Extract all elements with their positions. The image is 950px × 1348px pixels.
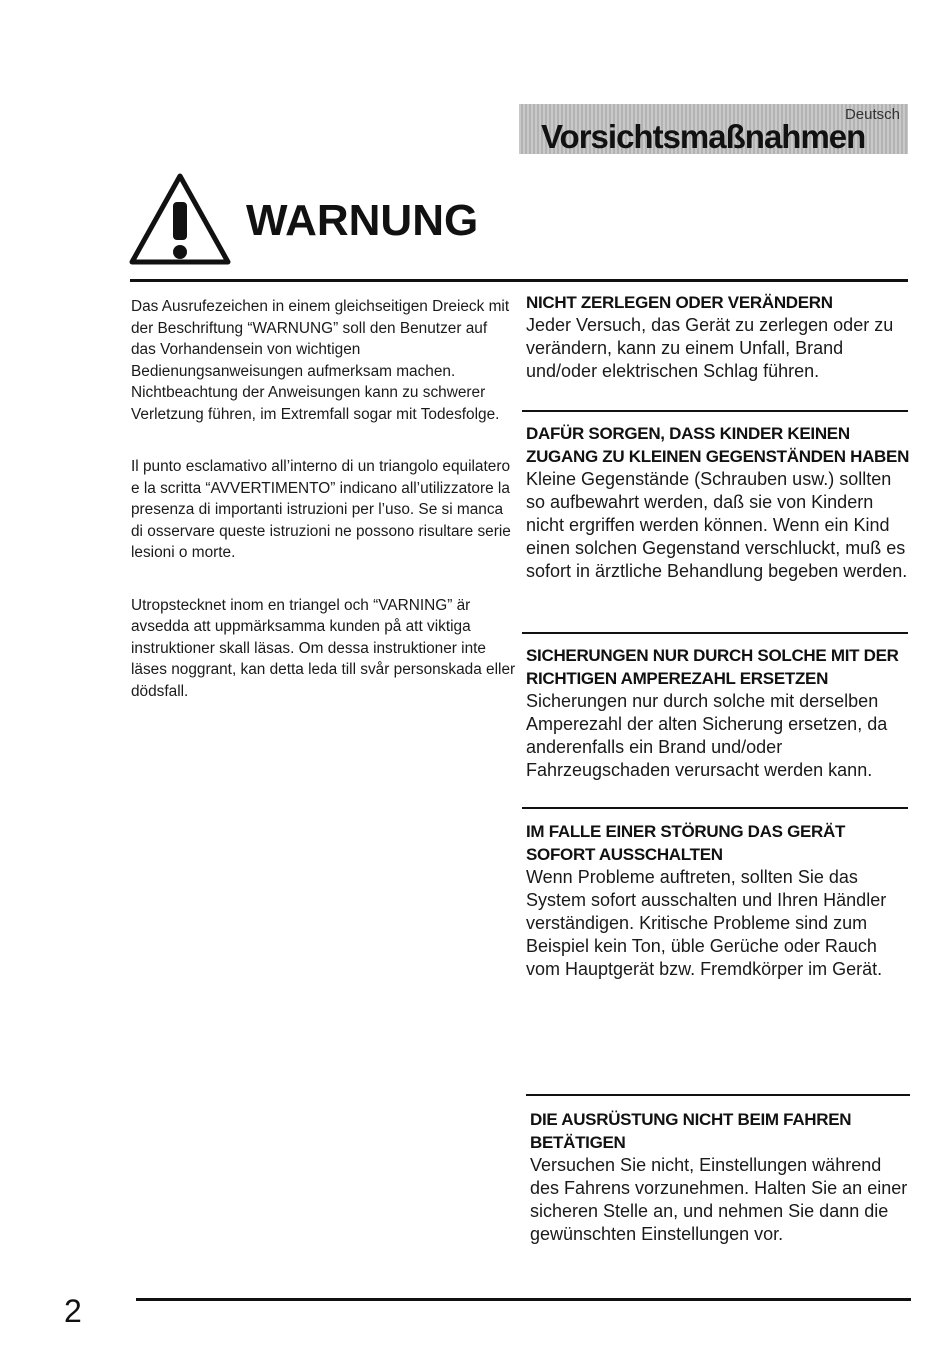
warning-triangle-icon xyxy=(128,172,232,266)
page-number: 2 xyxy=(64,1293,82,1329)
section-heading: SICHERUNGEN NUR DURCH SOLCHE MIT DER RICHTIGEN AMPEREZAHL ERSETZEN xyxy=(526,646,899,688)
page-title: Vorsichtsmaßnahmen xyxy=(541,118,866,155)
top-divider xyxy=(130,279,908,282)
warning-explanation-de: Das Ausrufezeichen in einem gleichseitigen Dreieck mit der Beschriftung “WARNUNG” soll den Benutzer auf das Vorhandensein von wichtigen Bedienungsanweisungen aufmerksam machen. Nichtbeachtung der Anweisungen kann zu schwerer Verletzung führen, im Extremfall sogar mit Todesfolge. xyxy=(131,298,510,423)
section-heading: IM FALLE EINER STÖRUNG DAS GERÄT SOFORT AUSSCHALTEN xyxy=(526,822,846,864)
section-driving xyxy=(530,1108,910,1246)
section-divider xyxy=(522,632,908,634)
warning-explanation-sv: Utropstecknet inom en triangel och “VARNING” är avsedda att uppmärksamma kunden på att viktiga instruktioner skall läsas. Om dessa instruktioner inte läses noggrant, kan detta leda till svår personskada eller dödsfall. xyxy=(131,596,516,700)
section-body: Jeder Versuch, das Gerät zu zerlegen oder zu verändern, kann zu einem Unfall, Brand und/oder elektrischen Schlag führen. xyxy=(526,315,894,381)
section-fuses xyxy=(526,644,910,782)
section-divider xyxy=(522,410,908,412)
section-children xyxy=(526,422,910,583)
section-malfunction xyxy=(526,820,910,981)
left-column xyxy=(131,296,516,733)
section-body: Sicherungen nur durch solche mit derselben Amperezahl der alten Sicherung ersetzen, da anderenfalls ein Brand und/oder Fahrzeugschaden verursacht werden kann. xyxy=(526,691,888,780)
section-body: Wenn Probleme auftreten, sollten Sie das System sofort ausschalten und Ihren Händler verständigen. Kritische Probleme sind zum Beispiel kein Ton, üble Gerüche oder Rauch vom Hauptgerät bzw. Fremdkörper im Gerät. xyxy=(526,867,887,979)
language-label: Deutsch xyxy=(844,106,900,123)
section-disassembly xyxy=(526,291,910,383)
footer-divider xyxy=(136,1298,911,1301)
section-body: Versuchen Sie nicht, Einstellungen während des Fahrens vorzunehmen. Halten Sie an einer sicheren Stelle an, und nehmen Sie dann die gewünschten Einstellungen vor. xyxy=(530,1155,908,1244)
section-divider xyxy=(522,807,908,809)
section-heading: NICHT ZERLEGEN ODER VERÄNDERN xyxy=(526,293,833,312)
section-header-band xyxy=(519,104,908,154)
section-body: Kleine Gegenstände (Schrauben usw.) sollten so aufbewahrt werden, daß sie von Kindern nicht ergriffen werden können. Wenn ein Kind einen solchen Gegenstand verschluckt, muß es sofort in ärztliche Behandlung begeben werden. xyxy=(526,469,908,581)
warning-explanation-it: Il punto esclamativo all’interno di un triangolo equilatero e la scritta “AVVERTIMENTO” indicano all’utilizzatore la presenza di importanti istruzioni per l’uso. Se si manca di osservare queste istruzioni ne possono risultare serie lesioni o morte. xyxy=(131,458,511,561)
section-heading: DAFÜR SORGEN, DASS KINDER KEINEN ZUGANG ZU KLEINEN GEGENSTÄNDEN HABEN xyxy=(526,424,910,466)
section-divider xyxy=(526,1094,910,1096)
section-heading: DIE AUSRÜSTUNG NICHT BEIM FAHREN BETÄTIGEN xyxy=(530,1110,852,1152)
warning-title: WARNUNG xyxy=(246,196,479,245)
